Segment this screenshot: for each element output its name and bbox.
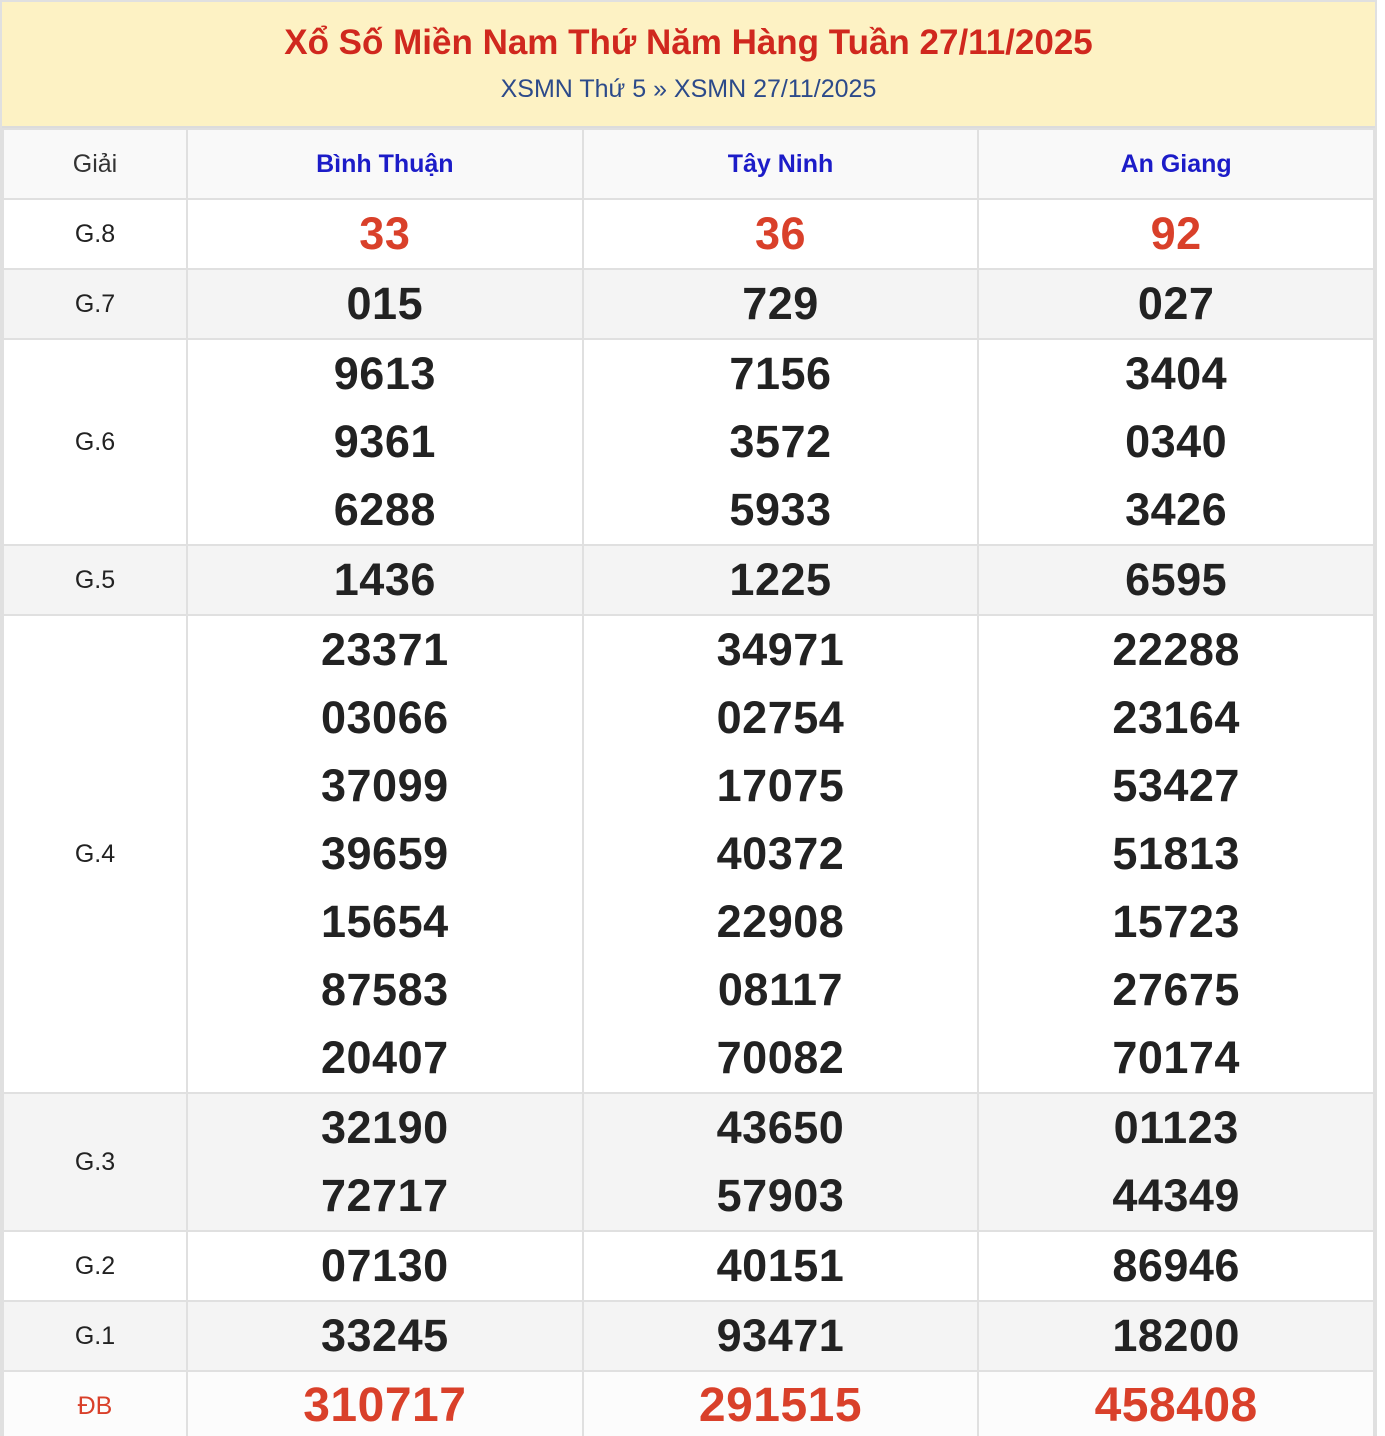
column-header-tay-ninh[interactable]: Tây Ninh bbox=[583, 129, 979, 199]
result-cell-binh-thuan bbox=[187, 615, 583, 1093]
result-cell-tay-ninh bbox=[583, 545, 979, 615]
result-number: 03066 bbox=[321, 692, 449, 743]
result-number: 9613 bbox=[333, 348, 436, 399]
breadcrumb-link-weekday[interactable]: XSMN Thứ 5 bbox=[500, 75, 647, 103]
result-number: 0340 bbox=[1125, 416, 1228, 467]
prize-row-g7 bbox=[3, 269, 1374, 339]
result-cell-binh-thuan bbox=[187, 1371, 583, 1436]
result-number: 22288 bbox=[1112, 624, 1240, 675]
result-cell-tay-ninh bbox=[583, 1371, 979, 1436]
result-number: 18200 bbox=[1112, 1310, 1240, 1361]
result-cell-binh-thuan bbox=[187, 339, 583, 545]
breadcrumb-link-date[interactable]: XSMN 27/11/2025 bbox=[673, 75, 877, 103]
result-number: 15654 bbox=[321, 896, 449, 947]
result-number: 20407 bbox=[321, 1032, 449, 1083]
result-number: 57903 bbox=[716, 1170, 845, 1221]
result-number: 5933 bbox=[729, 484, 832, 535]
column-header-prize: Giải bbox=[3, 129, 187, 199]
result-cell-binh-thuan bbox=[187, 1093, 583, 1231]
result-cell-an-giang bbox=[978, 1301, 1374, 1371]
result-number: 6595 bbox=[1125, 554, 1228, 605]
result-number: 40372 bbox=[716, 828, 845, 879]
result-cell-binh-thuan bbox=[187, 199, 583, 269]
result-cell-binh-thuan bbox=[187, 1231, 583, 1301]
result-number: 027 bbox=[1137, 278, 1215, 329]
prize-row-b bbox=[3, 1371, 1374, 1436]
result-number: 87583 bbox=[321, 964, 449, 1015]
result-cell-an-giang bbox=[978, 1371, 1374, 1436]
result-number: 7156 bbox=[729, 348, 832, 399]
result-number: 32190 bbox=[321, 1102, 449, 1153]
result-cell-an-giang bbox=[978, 199, 1374, 269]
result-number: 1436 bbox=[333, 554, 436, 605]
result-number: 53427 bbox=[1112, 760, 1240, 811]
breadcrumb bbox=[2, 64, 1375, 104]
result-cell-tay-ninh bbox=[583, 1301, 979, 1371]
prize-label: G.3 bbox=[3, 1093, 187, 1231]
result-number: 33245 bbox=[321, 1310, 449, 1361]
result-number: 310717 bbox=[303, 1379, 467, 1432]
result-cell-an-giang bbox=[978, 1231, 1374, 1301]
result-number: 23164 bbox=[1112, 692, 1240, 743]
result-number: 17075 bbox=[716, 760, 845, 811]
breadcrumb-separator: » bbox=[653, 75, 667, 103]
result-cell-an-giang bbox=[978, 545, 1374, 615]
column-header-binh-thuan[interactable]: Bình Thuận bbox=[187, 129, 583, 199]
column-header-an-giang[interactable]: An Giang bbox=[978, 129, 1374, 199]
result-cell-binh-thuan bbox=[187, 1301, 583, 1371]
prize-label: G.6 bbox=[3, 339, 187, 545]
result-number: 22908 bbox=[716, 896, 845, 947]
result-number: 3426 bbox=[1125, 484, 1228, 535]
prize-row-g4 bbox=[3, 615, 1374, 1093]
result-number: 44349 bbox=[1112, 1170, 1240, 1221]
prize-label: G.2 bbox=[3, 1231, 187, 1301]
result-number: 3404 bbox=[1125, 348, 1228, 399]
result-number: 07130 bbox=[321, 1240, 449, 1291]
result-cell-tay-ninh bbox=[583, 269, 979, 339]
prize-label: G.7 bbox=[3, 269, 187, 339]
prize-rows bbox=[3, 199, 1374, 1436]
result-cell-tay-ninh bbox=[583, 339, 979, 545]
result-cell-tay-ninh bbox=[583, 1093, 979, 1231]
result-number: 40151 bbox=[716, 1240, 845, 1291]
result-number: 729 bbox=[742, 278, 819, 329]
prize-label: G.4 bbox=[3, 615, 187, 1093]
result-number: 34971 bbox=[716, 624, 845, 675]
result-cell-binh-thuan bbox=[187, 545, 583, 615]
prize-label: G.1 bbox=[3, 1301, 187, 1371]
result-number: 39659 bbox=[321, 828, 449, 879]
prize-row-g3 bbox=[3, 1093, 1374, 1231]
result-number: 36 bbox=[754, 208, 807, 259]
result-number: 23371 bbox=[321, 624, 449, 675]
result-number: 72717 bbox=[321, 1170, 449, 1221]
result-number: 3572 bbox=[729, 416, 832, 467]
result-cell-tay-ninh bbox=[583, 199, 979, 269]
result-number: 015 bbox=[346, 278, 424, 329]
result-cell-tay-ninh bbox=[583, 1231, 979, 1301]
result-number: 70082 bbox=[716, 1032, 845, 1083]
result-number: 37099 bbox=[321, 760, 449, 811]
result-cell-an-giang bbox=[978, 339, 1374, 545]
table-header-row bbox=[3, 129, 1374, 199]
result-number: 51813 bbox=[1112, 828, 1240, 879]
result-number: 458408 bbox=[1094, 1379, 1258, 1432]
result-number: 291515 bbox=[698, 1379, 863, 1432]
prize-row-g1 bbox=[3, 1301, 1374, 1371]
prize-row-g5 bbox=[3, 545, 1374, 615]
result-number: 02754 bbox=[716, 692, 845, 743]
prize-label: G.5 bbox=[3, 545, 187, 615]
prize-row-g6 bbox=[3, 339, 1374, 545]
result-cell-an-giang bbox=[978, 1093, 1374, 1231]
prize-row-g8 bbox=[3, 199, 1374, 269]
result-number: 9361 bbox=[333, 416, 436, 467]
result-number: 86946 bbox=[1112, 1240, 1240, 1291]
result-number: 15723 bbox=[1112, 896, 1240, 947]
result-number: 08117 bbox=[717, 964, 844, 1015]
prize-label: ĐB bbox=[3, 1371, 187, 1436]
result-number: 70174 bbox=[1112, 1032, 1240, 1083]
result-number: 92 bbox=[1150, 208, 1202, 259]
result-number: 33 bbox=[359, 208, 411, 259]
result-number: 27675 bbox=[1112, 964, 1240, 1015]
result-cell-tay-ninh bbox=[583, 615, 979, 1093]
result-cell-binh-thuan bbox=[187, 269, 583, 339]
result-cell-an-giang bbox=[978, 615, 1374, 1093]
prize-label: G.8 bbox=[3, 199, 187, 269]
result-cell-an-giang bbox=[978, 269, 1374, 339]
prize-row-g2 bbox=[3, 1231, 1374, 1301]
result-number: 6288 bbox=[333, 484, 436, 535]
results-table bbox=[2, 128, 1375, 1436]
results-header bbox=[2, 0, 1375, 128]
page-title: Xổ Số Miền Nam Thứ Năm Hàng Tuần 27/11/2025 bbox=[284, 23, 1093, 62]
result-number: 01123 bbox=[1113, 1102, 1239, 1153]
result-number: 1225 bbox=[729, 554, 832, 605]
result-number: 43650 bbox=[716, 1102, 845, 1153]
result-number: 93471 bbox=[716, 1310, 845, 1361]
